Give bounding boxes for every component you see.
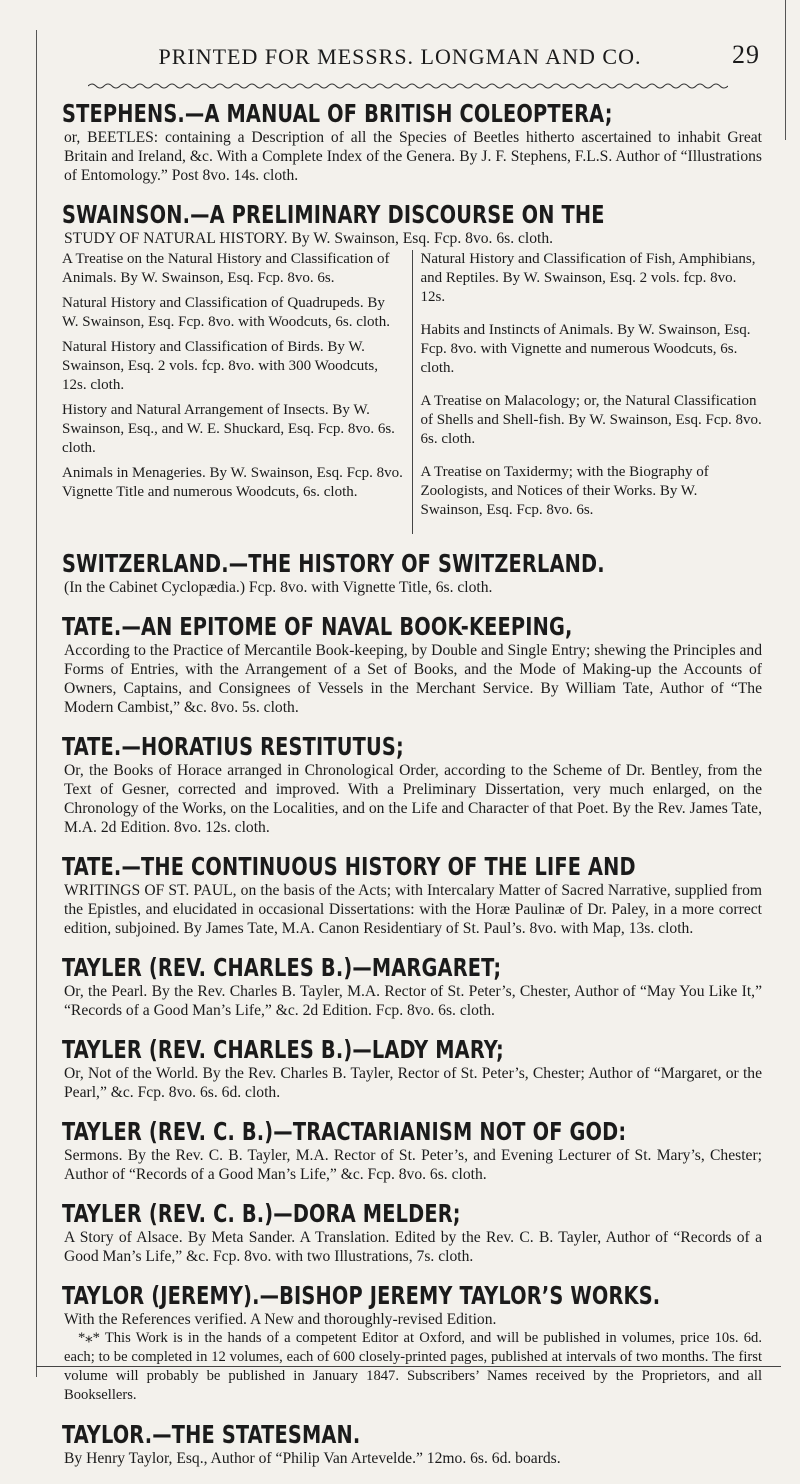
page-frame-left — [36, 30, 37, 1377]
entry-body: By Henry Taylor, Esq., Author of “Philip Van Artevelde.” 12mo. 6s. 6d. boards. — [64, 1450, 561, 1467]
entry-taylor-jeremy — [62, 1282, 762, 1405]
bottom-rule — [36, 1366, 781, 1367]
entry-title: STEPHENS.—A MANUAL OF BRITISH COLEOPTERA; — [62, 99, 613, 128]
list-item: Animals in Menageries. By W. Swainson, Esq. Fcp. 8vo. Vignette Title and numerous Woodcuts, 6s. cloth. — [62, 465, 403, 500]
page-frame-right — [785, 0, 786, 140]
entry-body: Or, Not of the World. By the Rev. Charles B. Tayler, Rector of St. Peter’s, Chester; Author of “Margaret, or the Pearl,” &c. Fcp. 8vo. 6s. 6d. cloth. — [64, 1065, 762, 1101]
entry-body: With the References verified. A New and thoroughly-revised Edition. — [64, 1311, 497, 1328]
entry-title: SWITZERLAND.—THE HISTORY OF SWITZERLAND. — [62, 549, 605, 578]
entry-tate-bookkeeping — [62, 613, 762, 717]
list-item: Natural History and Classification of Birds. By W. Swainson, Esq. 2 vols. fcp. 8vo. with 300 Woodcuts, 12s. cloth. — [62, 339, 379, 393]
entry-title: TATE.—THE CONTINUOUS HISTORY OF THE LIFE AND — [62, 852, 636, 881]
entry-title: TATE.—HORATIUS RESTITUTUS; — [62, 732, 404, 761]
list-item: History and Natural Arrangement of Insects. By W. Swainson, Esq., and W. E. Shuckard, Esq. Fcp. 8vo. 6s. cloth. — [62, 402, 395, 456]
entry-tayler-margaret — [62, 954, 762, 1020]
entry-tayler-tractarianism — [62, 1118, 762, 1184]
entry-title: TAYLER (REV. CHARLES B.)—LADY MARY; — [62, 1035, 504, 1064]
entry-taylor-statesman — [62, 1421, 762, 1468]
swainson-works-columns — [62, 250, 762, 534]
entry-tayler-lady-mary — [62, 1036, 762, 1102]
entry-body: or, BEETLES: containing a Description of all the Species of Beetles hitherto ascertained to inhabit Great Britain and Ireland, &c. With a Complete Index of the Genera. By J. F. Stephens, F.L.S. Author of “Illustrations of Entomology.” Post 8vo. 14s. cloth. — [64, 129, 762, 184]
entry-note: *⁎* This Work is in the hands of a competent Editor at Oxford, and will be published in volumes, price 10s. 6d. each; to be completed in 12 volumes, each of 600 closely-printed pages, published at intervals of two months. The first volume will probably be published in January 1847. Subscribers’ Names received by the Proprietors, and all Booksellers. — [64, 1330, 762, 1403]
entry-tate-st-paul — [62, 853, 762, 938]
entry-title: TAYLOR (JEREMY).—BISHOP JEREMY TAYLOR’S WORKS. — [62, 1281, 661, 1310]
list-item: A Treatise on Malacology; or, the Natural Classification of Shells and Shell-fish. By W. Swainson, Esq. Fcp. 8vo. 6s. cloth. — [420, 393, 762, 447]
swainson-right-column — [413, 250, 763, 534]
page-number: 29 — [732, 40, 760, 69]
entry-body: STUDY OF NATURAL HISTORY. By W. Swainson, Esq. Fcp. 8vo. 6s. cloth. — [64, 230, 554, 247]
list-item: Natural History and Classification of Fish, Amphibians, and Reptiles. By W. Swainson, Esq. 2 vols. fcp. 8vo. 12s. — [420, 251, 756, 305]
entry-title: TAYLER (REV. C. B.)—TRACTARIANISM NOT OF GOD: — [62, 1117, 627, 1146]
catalogue-listing — [62, 100, 762, 1484]
entry-tayler-dora-melder — [62, 1200, 762, 1266]
entry-body: WRITINGS OF ST. PAUL, on the basis of the Acts; with Intercalary Matter of Sacred Narrative, supplied from the Epistles, and elucidated in occasional Dissertations: with the Horæ Paulinæ of Dr. Paley, in a more correct edition, subjoined. By James Tate, M.A. Canon Residentiary of St. Paul’s. 8vo. with Map, 13s. cloth. — [64, 882, 762, 937]
entry-switzerland — [62, 550, 762, 597]
entry-body: A Story of Alsace. By Meta Sander. A Translation. Edited by the Rev. C. B. Tayler, Author of “Records of a Good Man’s Life,” &c. Fcp. 8vo. with two Illustrations, 7s. cloth. — [64, 1229, 762, 1265]
entry-title: TAYLER (REV. C. B.)—DORA MELDER; — [62, 1199, 461, 1228]
entry-body: Sermons. By the Rev. C. B. Tayler, M.A. Rector of St. Peter’s, and Evening Lecturer of St. Mary’s, Chester; Author of “Records of a Good Man’s Life,” &c. Fcp. 8vo. 6s. cloth. — [64, 1147, 762, 1183]
entry-title: TAYLER (REV. CHARLES B.)—MARGARET; — [62, 953, 502, 982]
entry-title: TAYLOR.—THE STATESMAN. — [62, 1420, 361, 1449]
running-header — [60, 40, 760, 70]
list-item: Natural History and Classification of Quadrupeds. By W. Swainson, Esq. Fcp. 8vo. with Woodcuts, 6s. cloth. — [62, 295, 390, 330]
entry-body: Or, the Books of Horace arranged in Chronological Order, according to the Scheme of Dr. Bentley, from the Text of Gesner, corrected and improved. With a Preliminary Dissertation, very much enlarged, on the Chronology of the Works, on the Localities, and on the Life and Character of that Poet. By the Rev. James Tate, M.A. 2d Edition. 8vo. 12s. cloth. — [64, 762, 762, 836]
list-item: A Treatise on Taxidermy; with the Biography of Zoologists, and Notices of their Works. By W. Swainson, Esq. Fcp. 8vo. 6s. — [420, 464, 709, 518]
entry-swainson — [62, 201, 762, 534]
ornamental-wavy-rule — [88, 82, 728, 90]
entry-title: TATE.—AN EPITOME OF NAVAL BOOK-KEEPING, — [62, 612, 573, 641]
entry-body: According to the Practice of Mercantile Book-keeping, by Double and Single Entry; shewing the Principles and Forms of Entries, with the Arrangement of a Set of Books, and the Mode of Making-up the Accounts of Owners, Captains, and Consignees of Vessels in the Merchant Service. By William Tate, Author of “The Modern Cambist,” &c. 8vo. 5s. cloth. — [64, 642, 762, 716]
entry-tate-horatius — [62, 733, 762, 837]
header-title: PRINTED FOR MESSRS. LONGMAN AND CO. — [158, 44, 642, 69]
entry-body: Or, the Pearl. By the Rev. Charles B. Tayler, M.A. Rector of St. Peter’s, Chester, Author of “May You Like It,” “Records of a Good Man’s Life,” &c. 2d Edition. Fcp. 8vo. 6s. cloth. — [64, 983, 762, 1019]
entry-title: SWAINSON.—A PRELIMINARY DISCOURSE ON THE — [62, 200, 605, 229]
swainson-left-column — [62, 250, 413, 534]
entry-stephens — [62, 100, 762, 185]
list-item: A Treatise on the Natural History and Classification of Animals. By W. Swainson, Esq. Fcp. 8vo. 6s. — [62, 251, 390, 286]
entry-body: (In the Cabinet Cyclopædia.) Fcp. 8vo. with Vignette Title, 6s. cloth. — [64, 579, 493, 596]
list-item: Habits and Instincts of Animals. By W. Swainson, Esq. Fcp. 8vo. with Vignette and numerous Woodcuts, 6s. cloth. — [420, 322, 751, 376]
